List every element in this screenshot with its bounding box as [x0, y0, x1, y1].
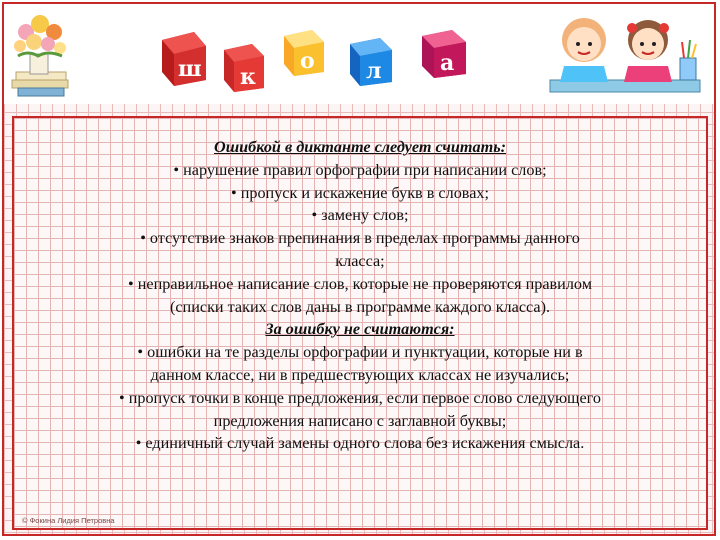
cube-letter: ш: [178, 56, 202, 82]
list-item: • единичный случай замены одного слова без искажения смысла.: [135, 434, 585, 453]
letter-cube: [162, 32, 206, 86]
flowers-and-books-icon: [8, 10, 78, 102]
list-item: (списки таких слов даны в программе каждого класса).: [169, 297, 551, 316]
letter-cubes: [154, 26, 484, 96]
cube-letter: л: [366, 58, 382, 84]
letter-cube: [284, 30, 324, 76]
header-banner: [4, 4, 714, 104]
list-item: • пропуск точки в конце предложения, если первое слово следующего: [118, 388, 602, 407]
list-item: • замену слов;: [311, 206, 409, 225]
dictation-rules-text: [18, 136, 702, 455]
list-item: данном классе, ни в предшествующих классах не изучались;: [150, 365, 570, 384]
cube-letter: к: [240, 64, 256, 90]
schoolchildren-icon: [540, 6, 712, 102]
cube-letter: а: [440, 50, 455, 76]
list-item: • неправильное написание слов, которые не проверяются правилом: [128, 274, 592, 293]
cube-letter: о: [300, 48, 315, 74]
letter-cube: [422, 30, 466, 78]
heading-counts-as-error: Ошибкой в диктанте следует считать:: [214, 138, 506, 156]
list-item: • ошибки на те разделы орфографии и пунктуации, которые ни в: [137, 343, 583, 362]
list-item: • нарушение правил орфографии при написании слов;: [173, 160, 547, 179]
list-item: класса;: [335, 251, 385, 270]
list-item: • пропуск и искажение букв в словах;: [230, 183, 489, 202]
letter-cube: [350, 38, 392, 86]
author-credit: © Фокина Лидия Петровна: [22, 516, 115, 525]
heading-not-counted: За ошибку не считаются:: [265, 320, 455, 339]
list-item: предложения написано с заглавной буквы;: [213, 411, 507, 430]
letter-cube: [224, 44, 264, 92]
list-item: • отсутствие знаков препинания в пределах программы данного: [140, 229, 580, 248]
